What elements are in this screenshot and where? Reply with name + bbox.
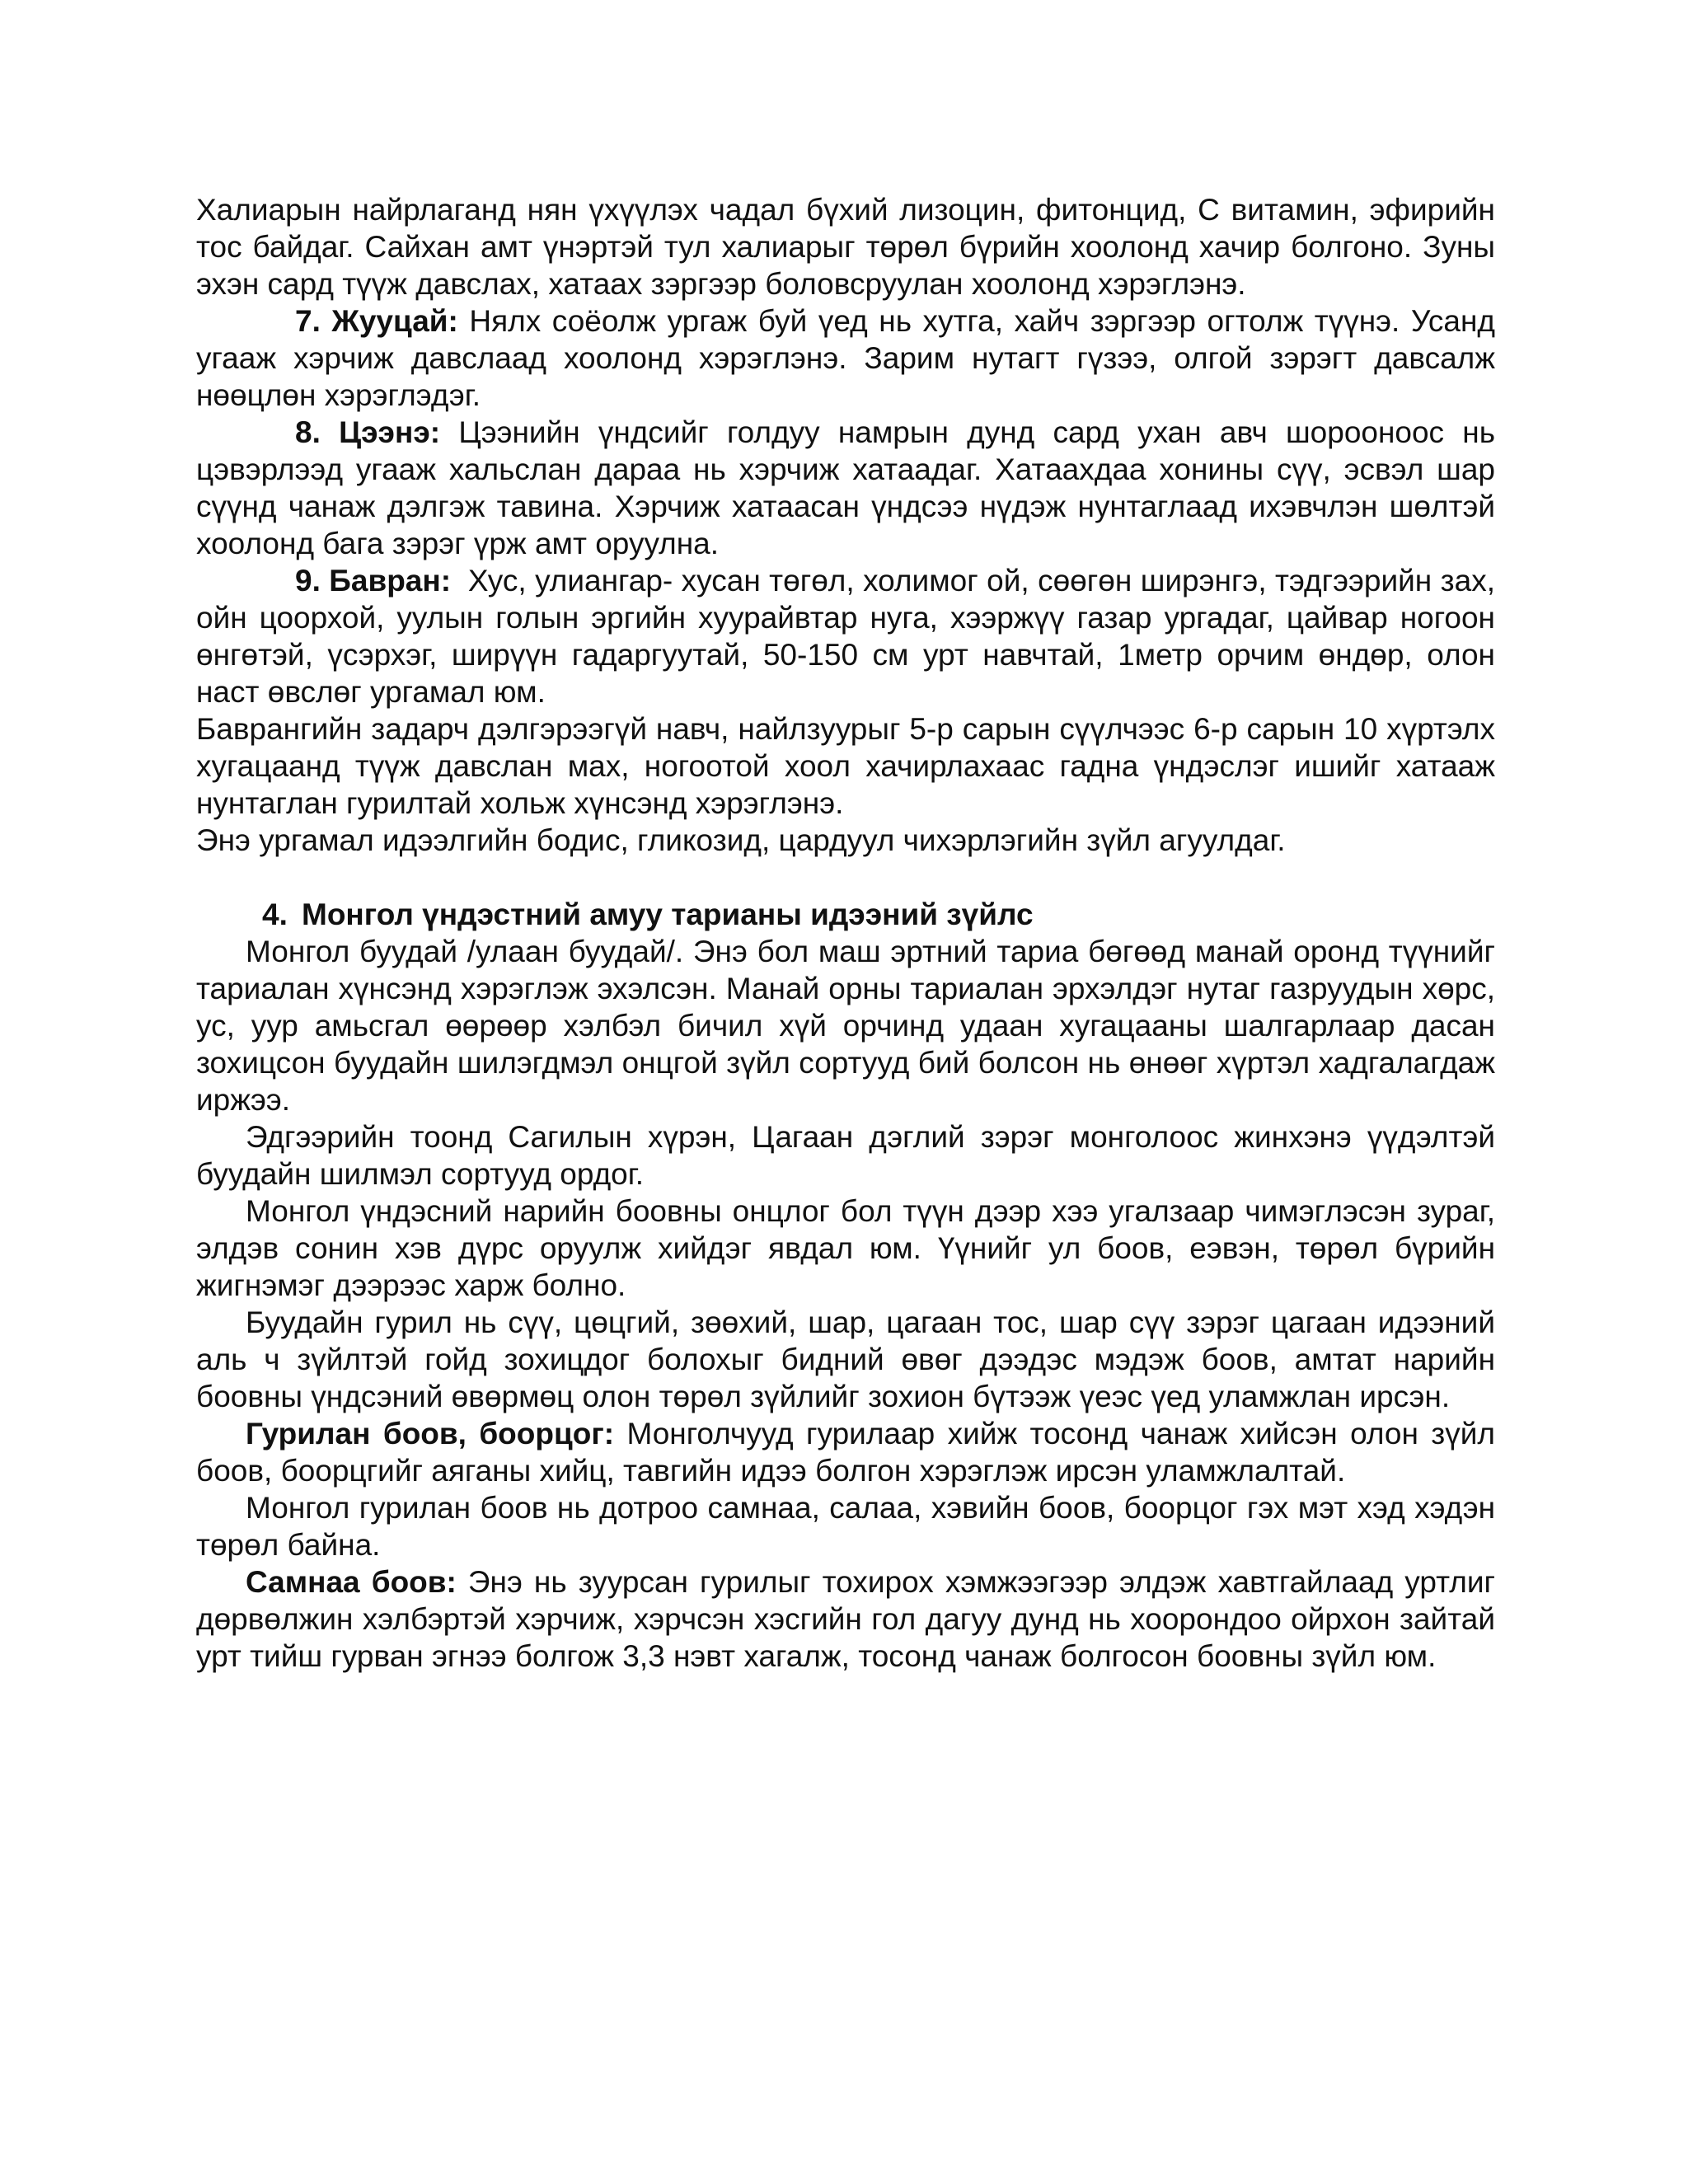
samnaa-text: Энэ нь зуурсан гурилыг тохирох хэмжээгээр элдэж хавтгайлаад уртлиг дөрвөлжин хэлбэртэй хэрчиж, хэрчсэн хэсгийн гол дагуу дунд нь хоорондоо ойрхон зайтай урт тийш гурван эгнээ болгож 3,3 нэвт хагалж, тосонд чанаж болгосон боовны зүйл юм. (196, 1565, 1495, 1673)
item-bavran (196, 562, 1504, 710)
paragraph-bavran-content: Энэ ургамал идээлгийн бодис, гликозид, цардуул чихэрлэгийн зүйл агуулдаг. (196, 823, 1286, 857)
paragraph-bavran-usage: Баврангийн задарч дэлгэрээгүй навч, найлзуурыг 5-р сарын сүүлчээс 6-р сарын 10 хүртэлх хугацаанд түүж давслан мах, ногоотой хоол хачирлахаас гадна үндэслэг ишийг хатааж нунтаглан гурилтай хольж хүнсэнд хэрэглэнэ. (196, 712, 1495, 820)
boov-boortsog-text: Монголчууд гурилаар хийж тосонд чанаж хийсэн олон зүйл боов, боорцгийг аяганы хийц, тавгийн идээ болгон хэрэглэж ирсэн уламжлалтай. (196, 1417, 1496, 1488)
section-4-heading (196, 896, 1495, 933)
item-tseene (196, 414, 1495, 562)
paragraph-pastry: Монгол үндэсний нарийн боовны онцлог бол түүн дээр хээ угалзаар чимэглэсэн зураг, элдэв сонин хэв дүрс оруулж хийдэг явдал юм. Үүнийг ул боов, еэвэн, төрөл бүрийн жигнэмэг дээрээс харж болно. (196, 1194, 1495, 1302)
item-juutsai-title: 7. Жууцай: (295, 304, 458, 338)
paragraph-haliar: Халиарын найрлаганд нян үхүүлэх чадал бүхий лизоцин, фитонцид, С витамин, эфирийн тос байдаг. Сайхан амт үнэртэй тул халиарыг төрөл бүрийн хоолонд хачир болгоно. Зуны эхэн сард түүж давслах, хатаах зэргээр боловсруулан хоолонд хэрэглэнэ. (196, 193, 1495, 301)
item-juutsai (196, 302, 1495, 414)
section-gap (196, 859, 1495, 896)
boov-boortsog-title: Гурилан боов, боорцог: (246, 1417, 615, 1451)
paragraph-samnaa (196, 1563, 1495, 1675)
paragraph-sorts: Эдгээрийн тоонд Сагилын хүрэн, Цагаан дэглий зэрэг монголоос жинхэнэ үүдэлтэй буудайн шилмэл сортууд ордог. (196, 1120, 1495, 1191)
item-bavran-title: 9. Бавран: (295, 564, 452, 598)
item-bavran-text: Хус, улиангар- хусан төгөл, холимог ой, сөөгөн ширэнгэ, тэдгээрийн зах, ойн цоорхой, уулын голын эргийн хуурайвтар нуга, хээржүү газар ургадаг, цайвар ногоон өнгөтэй, үсэрхэг, ширүүн гадаргуутай, 50-150 см урт навчтай, 1метр орчим өндөр, олон наст өвслөг ургамал юм. (196, 564, 1504, 709)
section-4-title: Монгол үндэстний амуу тарианы идээний зүйлс (302, 898, 1034, 931)
samnaa-title: Самнаа боов: (246, 1565, 457, 1599)
section-4-number: 4. (262, 898, 288, 931)
item-tseene-text: Цээнийн үндсийг голдуу намрын дунд сард ухан авч шорооноос нь цэвэрлээд угааж хальслан дараа нь хэрчиж хатаадаг. Хатаахдаа хонины сүү, эсвэл шар сүүнд чанаж дэлгэж тавина. Хэрчиж хатаасан үндсээ нүдэж нунтаглаад ихэвчлэн шөлтэй хоолонд бага зэрэг үрж амт оруулна. (196, 415, 1496, 560)
item-juutsai-text: Нялх соёолж ургаж буй үед нь хутга, хайч зэргээр огтолж түүнэ. Усанд угааж хэрчиж давслаад хоолонд хэрэглэнэ. Зарим нутагт гүзээ, олгой зэрэгт давсалж нөөцлөн хэрэглэдэг. (196, 304, 1496, 412)
paragraph-mongol-buudai: Монгол буудай /улаан буудай/. Энэ бол маш эртний тариа бөгөөд манай оронд түүнийг тариалан хүнсэнд хэрэглэж эхэлсэн. Манай орны тариалан эрхэлдэг нутаг газруудын хөрс, ус, уур амьсгал өөрөөр хэлбэл бичил хүй орчинд удаан хугацааны шалгарлаар дасан зохицсон буудайн шилэгдмэл онцгой зүйл сортууд бий болсон нь өнөөг хүртэл хадгалагдаж иржээ. (196, 935, 1495, 1117)
paragraph-boov-boortsog (196, 1415, 1495, 1489)
item-tseene-title: 8. Цээнэ: (295, 415, 441, 449)
paragraph-flour: Буудайн гурил нь сүү, цөцгий, зөөхий, шар, цагаан тос, шар сүү зэрэг цагаан идээний аль ч зүйлтэй гойд зохицдог болохыг бидний өвөг дээдэс мэдэж боов, амтат нарийн боовны үндсэний өвөрмөц олон төрөл зүйлийг зохион бүтээж үеэс үед уламжлан ирсэн. (196, 1305, 1495, 1413)
paragraph-boov-types: Монгол гурилан боов нь дотроо самнаа, салаа, хэвийн боов, боорцог гэх мэт хэд хэдэн төрөл байна. (196, 1491, 1495, 1562)
document-page (196, 191, 1504, 1675)
